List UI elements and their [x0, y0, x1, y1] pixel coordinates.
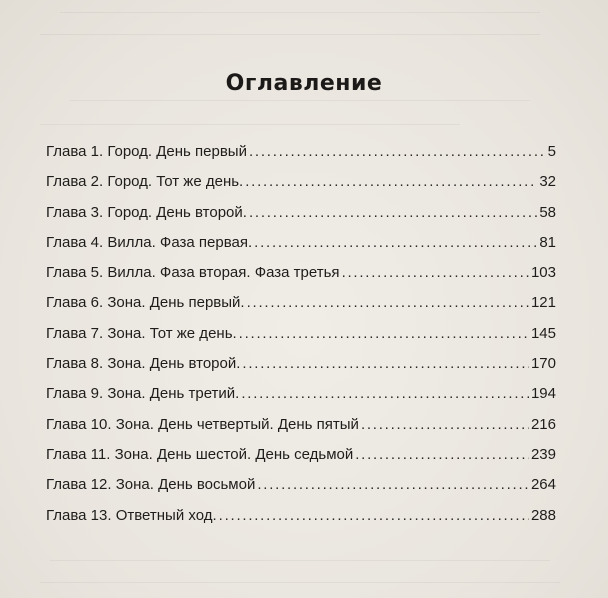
- page-number: 5: [547, 143, 556, 160]
- dot-leader: [361, 416, 529, 433]
- toc-entry-10[interactable]: [46, 416, 556, 446]
- dot-leader: [249, 204, 537, 221]
- chapter-title: Глава 11. Зона. День шестой. День седьмой: [46, 445, 354, 463]
- toc-entry-4[interactable]: [46, 234, 556, 264]
- toc-entry-3[interactable]: [46, 204, 556, 234]
- chapter-title: Глава 10. Зона. День четвертый. День пятый: [46, 415, 359, 433]
- dot-leader: [245, 173, 537, 190]
- show-through-line: [50, 560, 550, 561]
- toc-entry-1[interactable]: [46, 143, 556, 173]
- toc-entry-8[interactable]: [46, 355, 556, 385]
- page-number: 216: [530, 415, 556, 433]
- dot-leader: [242, 355, 529, 372]
- chapter-title: Глава 12. Зона. День восьмой: [46, 476, 256, 494]
- chapter-title: Глава 5. Вилла. Фаза вторая. Фаза третья: [46, 264, 340, 282]
- page-number: 32: [539, 173, 556, 191]
- toc-entry-7[interactable]: [46, 325, 556, 355]
- show-through-line: [70, 100, 530, 101]
- chapter-title: Глава 2. Город. Тот же день.: [46, 173, 244, 191]
- chapter-title: Глава 4. Вилла. Фаза первая.: [46, 233, 253, 251]
- page-number: 264: [530, 476, 556, 494]
- page-title: Оглавление: [225, 70, 383, 96]
- chapter-title: Глава 6. Зона. День первый.: [46, 294, 245, 312]
- page-number: 121: [530, 294, 556, 312]
- page-number: 145: [530, 324, 556, 342]
- dot-leader: [219, 507, 529, 524]
- page-number: 81: [539, 233, 556, 251]
- toc-entry-13[interactable]: [46, 507, 556, 537]
- show-through-line: [60, 12, 540, 13]
- toc-entry-9[interactable]: [46, 385, 556, 415]
- dot-leader: [254, 234, 537, 251]
- dot-leader: [355, 446, 529, 463]
- table-of-contents: [46, 143, 556, 537]
- dot-leader: [241, 385, 529, 402]
- page-number: 58: [539, 203, 556, 221]
- page-number: 288: [530, 506, 556, 524]
- chapter-title: Глава 1. Город. День первый: [46, 143, 247, 160]
- page-number: 170: [530, 355, 556, 373]
- page-number: 194: [530, 385, 556, 403]
- chapter-title: Глава 9. Зона. День третий.: [46, 385, 240, 403]
- toc-entry-6[interactable]: [46, 294, 556, 324]
- toc-entry-11[interactable]: [46, 446, 556, 476]
- dot-leader: [342, 264, 529, 281]
- dot-leader: [257, 476, 529, 493]
- show-through-line: [40, 34, 540, 35]
- chapter-title: Глава 13. Ответный ход.: [46, 506, 217, 524]
- page-number: 103: [530, 264, 556, 282]
- dot-leader: [249, 143, 546, 160]
- chapter-title: Глава 7. Зона. Тот же день.: [46, 324, 237, 342]
- toc-entry-12[interactable]: [46, 476, 556, 506]
- show-through-line: [40, 582, 560, 583]
- toc-entry-2[interactable]: [46, 173, 556, 203]
- toc-entry-5[interactable]: [46, 264, 556, 294]
- chapter-title: Глава 8. Зона. День второй.: [46, 355, 241, 373]
- page-number: 239: [530, 445, 556, 463]
- dot-leader: [247, 294, 529, 311]
- dot-leader: [239, 325, 529, 342]
- show-through-line: [40, 124, 460, 125]
- chapter-title: Глава 3. Город. День второй.: [46, 203, 247, 221]
